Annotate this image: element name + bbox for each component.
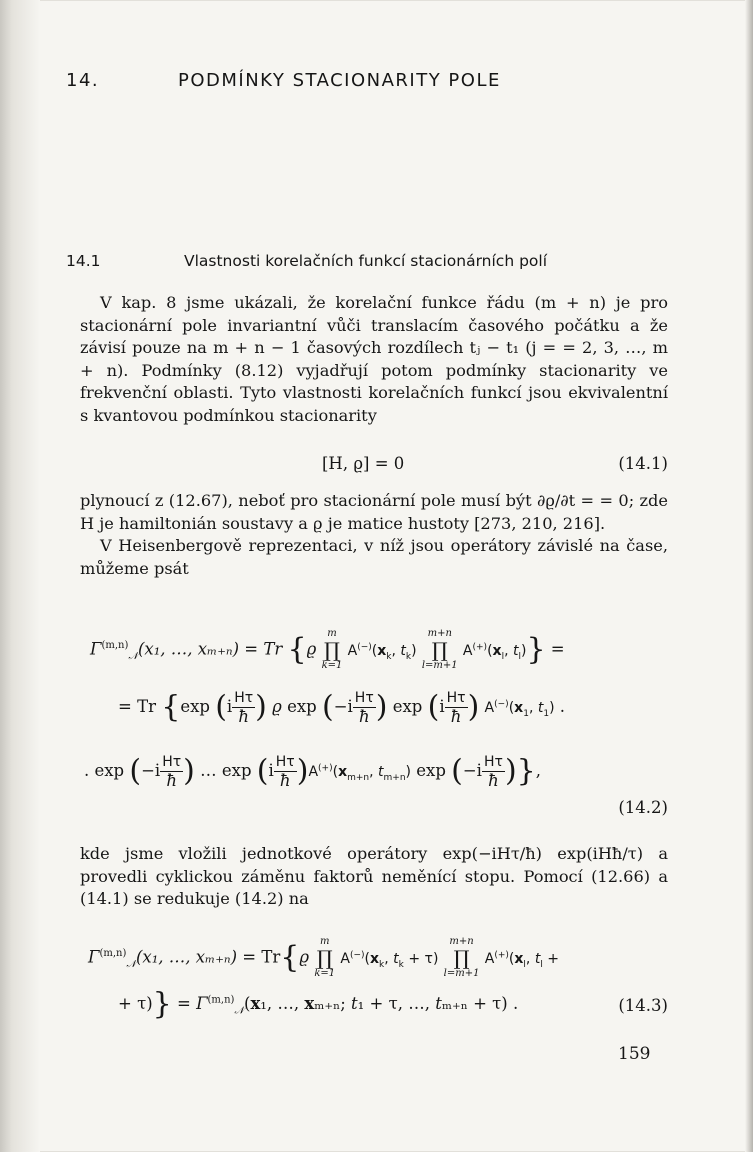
page-edge	[745, 0, 753, 1152]
paragraph-2	[80, 490, 668, 580]
section-number: 14.1	[66, 252, 101, 270]
equation-14-2-line-2: = Tr {exp (i $\frac{H\tau}{ħ}$ ) ϱ exp (−i $\frac{H\tau}{ħ}$ ) exp (i $\frac{H\tau}{ħ}$ ) $A^{(-)}(x_1$, $t_1$) .	[118, 689, 566, 726]
equation-14-2-line-1: Γ$^{(m,n)}_𝒩$(x₁, …, xₘ₊ₙ) = Tr {ϱ m ∏ k=1 $A^{(-)}(x_k$, $t_k$) m+n ∏ l=m+1 $A^{(+)}(x_l$, $t_l$)} =	[90, 628, 565, 671]
equation-14-2-line-2-start: = Tr	[118, 697, 156, 716]
paragraph-3-text: V Heisenbergově reprezentaci, v níž jsou operátory závislé na čase, můžeme psát	[80, 536, 668, 578]
paragraph-4	[80, 843, 668, 911]
page-number: 159	[618, 1044, 651, 1064]
paragraph-2-text: plynoucí z (12.67), neboť pro stacionární pole musí být ∂ϱ/∂t = = 0; zde H je hamiltonián soustavy a ϱ je matice hustoty [273, 210, 216].	[80, 491, 668, 533]
section-heading	[66, 252, 547, 270]
equation-14-3-line-1: Γ$^{(m,n)}_𝒩$(x₁, …, xₘ₊ₙ) = Tr{ϱ m ∏ k=1 $A^{(-)}(x_k$, $t_k + \tau$) m+n ∏ l=m+1 $A^{(+)}(x_l$, $t_l$ +	[88, 936, 560, 979]
equation-14-2-line-3-start: . exp	[84, 761, 125, 780]
paragraph-1	[80, 292, 668, 427]
equation-14-2-args: (x₁, …, xₘ₊ₙ) = Tr	[137, 639, 283, 659]
chapter-title: PODMÍNKY STACIONARITY POLE	[178, 70, 501, 91]
section-title: Vlastnosti korelačních funkcí stacionárních polí	[184, 252, 548, 270]
chapter-number: 14.	[66, 70, 100, 91]
equation-14-1	[322, 454, 404, 473]
equation-14-2-line-3: . exp (−i $\frac{H\tau}{ħ}$ ) … exp (i $\frac{H\tau}{ħ}$ )$A^{(+)}(x_{m+n}$, $t_{m+n}$) exp (−i $\frac{H\tau}{ħ}$ )},	[84, 753, 541, 790]
ellipsis: …	[200, 761, 217, 780]
equation-14-2-number: (14.2)	[618, 798, 668, 817]
equation-14-3-line-2: + τ)} = Γ$^{(m,n)}_𝒩$(x₁, …, xₘ₊ₙ; t₁ + τ, …, tₘ₊ₙ + τ) .	[118, 986, 519, 1022]
chapter-header	[66, 70, 501, 91]
equation-14-1-number: (14.1)	[618, 454, 668, 473]
equation-14-1-body: [H, ϱ] = 0	[322, 454, 405, 473]
page-gutter	[0, 0, 40, 1152]
paragraph-1-text: V kap. 8 jsme ukázali, že korelační funkce řádu (m + n) je pro stacionární pole invariantní vůči translacím časového počátku a že závisí pouze na m + n − 1 časových rozdílech tⱼ − t₁ (j = = 2, 3, …, m + n). Podmínky (8.12) vyjadřují potom podmínky stacionarity ve frekvenční oblasti. Tyto vlastnosti korelačních funkcí jsou ekvivalentní s kvantovou podmínkou stacionarity	[80, 293, 668, 425]
paragraph-4-text: kde jsme vložili jednotkové operátory exp(−iHτ/ħ) exp(iHħ/τ) a provedli cyklickou záměnu faktorů neměnící stopu. Pomocí (12.66) a (14.1) se redukuje (14.2) na	[80, 844, 668, 908]
equation-14-3-number: (14.3)	[618, 996, 668, 1015]
gamma-symbol: Γ	[90, 639, 102, 659]
